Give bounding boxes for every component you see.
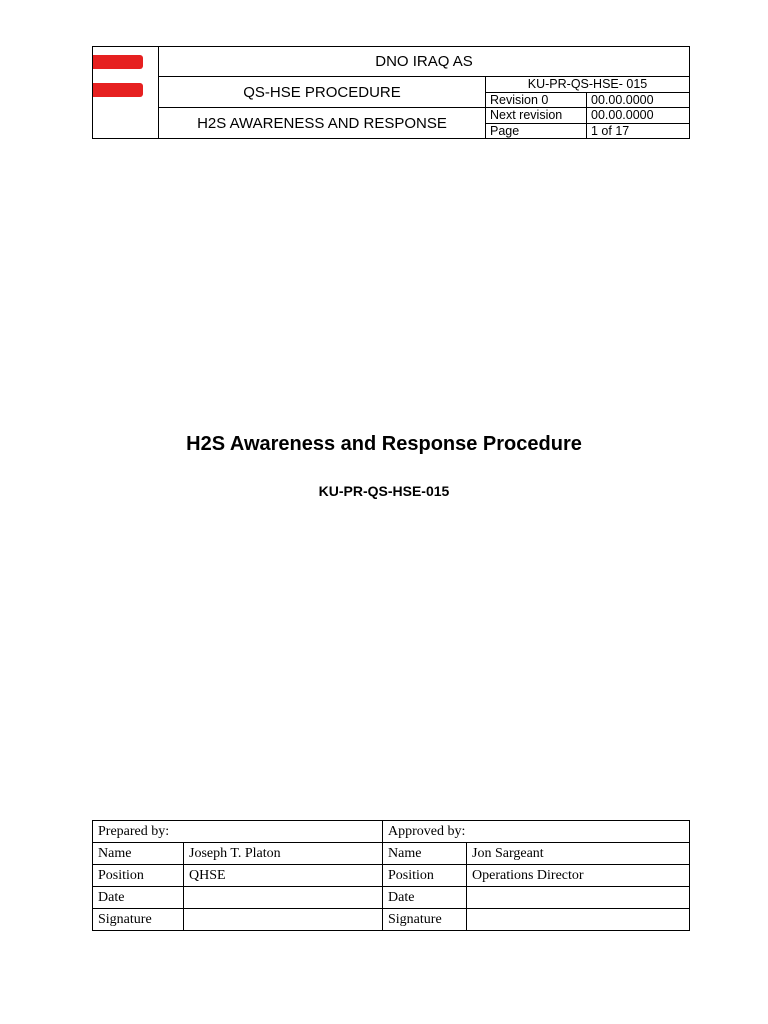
- prepared-position-label: Position: [93, 865, 184, 887]
- prepared-name-label: Name: [93, 843, 184, 865]
- approved-signature-label: Signature: [383, 909, 467, 931]
- table-row: [93, 865, 690, 887]
- prepared-date-value: [184, 887, 383, 909]
- procedure-type: QS-HSE PROCEDURE: [159, 77, 486, 108]
- next-revision-label: Next revision: [486, 108, 587, 124]
- approved-position-label: Position: [383, 865, 467, 887]
- next-revision-value: 00.00.0000: [587, 108, 690, 124]
- approved-signature-value: [467, 909, 690, 931]
- prepared-signature-value: [184, 909, 383, 931]
- table-row: [93, 887, 690, 909]
- document-code: KU-PR-QS-HSE-015: [318, 483, 450, 499]
- prepared-date-label: Date: [93, 887, 184, 909]
- logo-cell: [93, 47, 159, 139]
- prepared-position-value: QHSE: [184, 865, 383, 887]
- revision-value: 00.00.0000: [587, 92, 690, 108]
- revision-label: Revision 0: [486, 92, 587, 108]
- doc-code-cell: KU-PR-QS-HSE- 015: [486, 77, 690, 93]
- approved-position-value: Operations Director: [467, 865, 690, 887]
- page-value: 1 of 17: [587, 123, 690, 139]
- signoff-table: [92, 820, 690, 931]
- table-row: [93, 821, 690, 843]
- page-label: Page: [486, 123, 587, 139]
- company-logo: [93, 55, 144, 97]
- document-title: H2S Awareness and Response Procedure: [186, 433, 582, 455]
- document-header: [92, 46, 690, 139]
- table-row: [93, 843, 690, 865]
- procedure-title: H2S AWARENESS AND RESPONSE: [159, 108, 486, 139]
- approved-date-value: [467, 887, 690, 909]
- prepared-name-value: Joseph T. Platon: [184, 843, 383, 865]
- company-name: DNO IRAQ AS: [159, 47, 690, 77]
- prepared-signature-label: Signature: [93, 909, 184, 931]
- approved-by-heading: Approved by:: [383, 821, 690, 843]
- approved-name-value: Jon Sargeant: [467, 843, 690, 865]
- table-row: [93, 909, 690, 931]
- approved-name-label: Name: [383, 843, 467, 865]
- prepared-by-heading: Prepared by:: [93, 821, 383, 843]
- approved-date-label: Date: [383, 887, 467, 909]
